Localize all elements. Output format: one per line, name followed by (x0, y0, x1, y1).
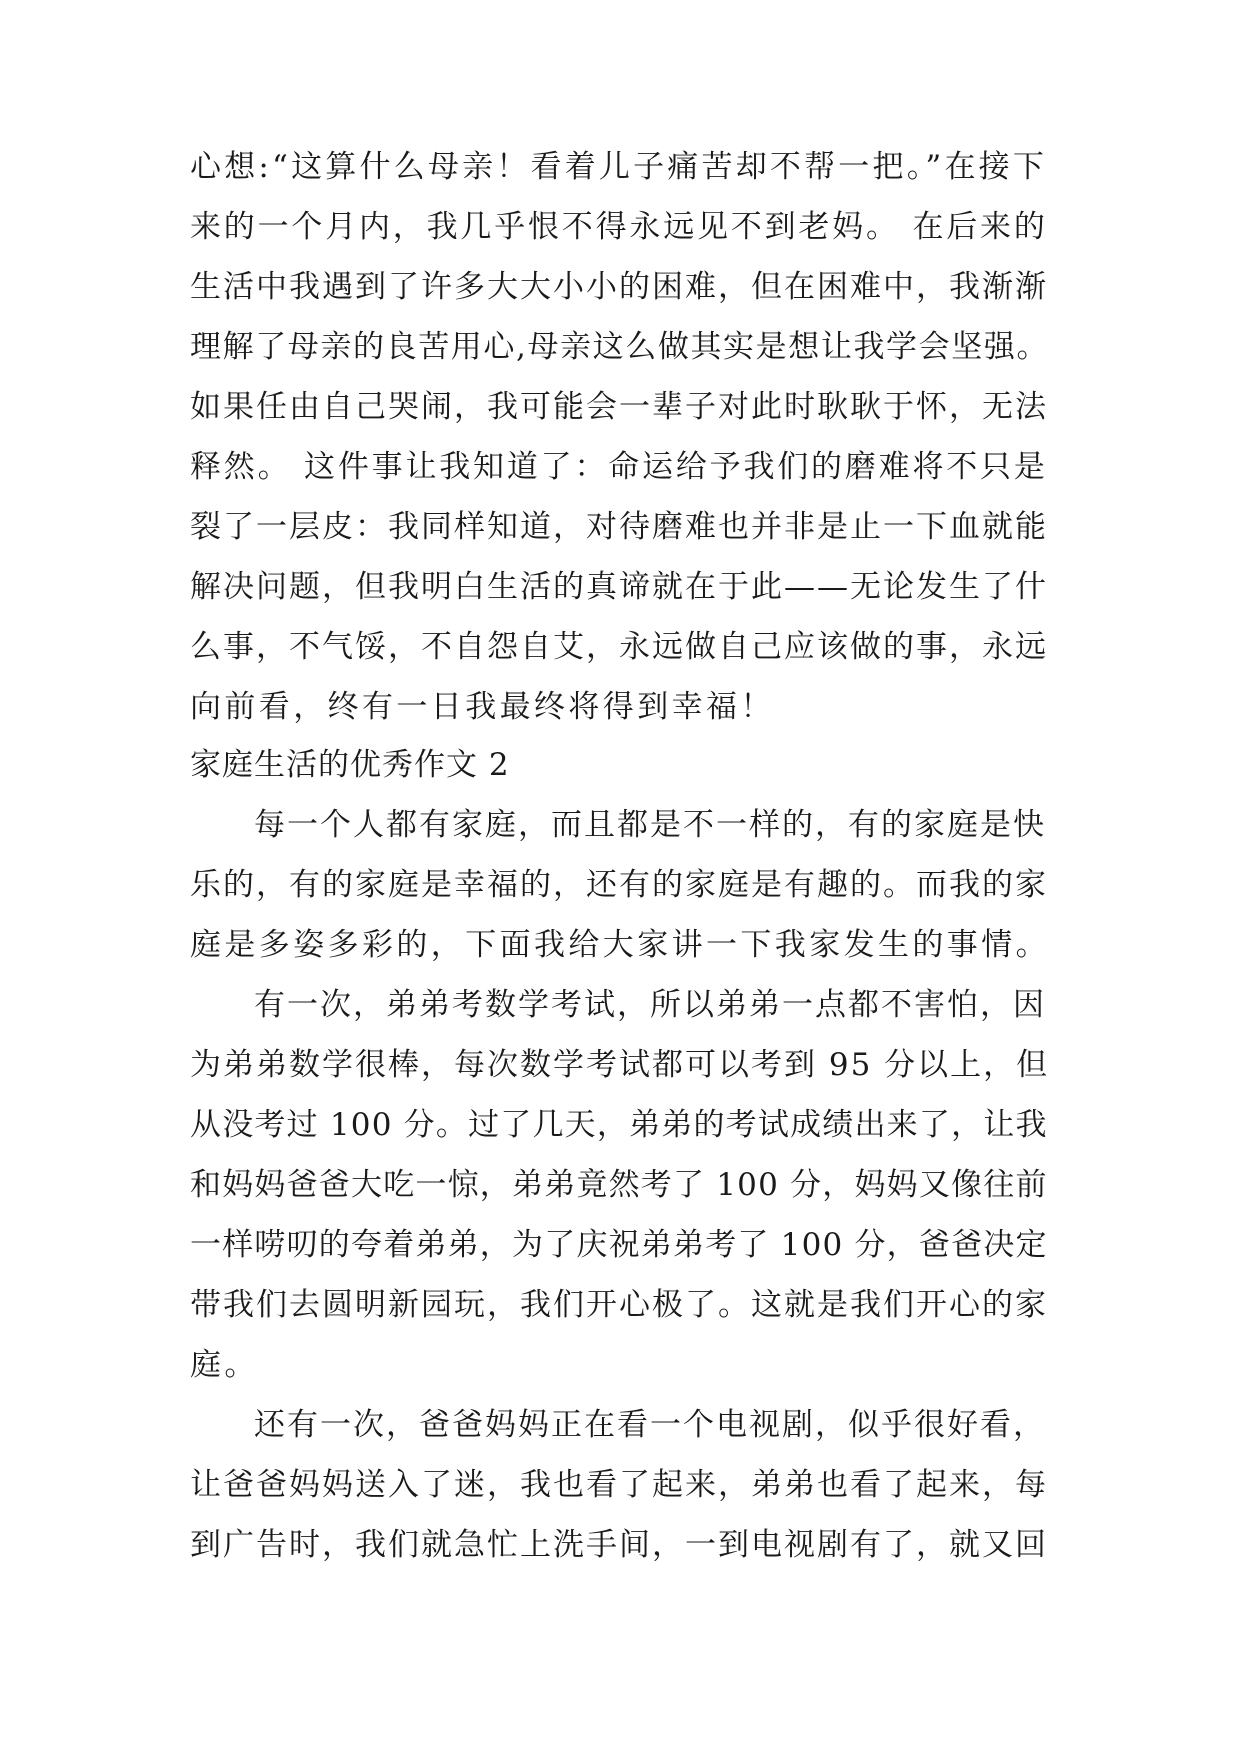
text-line: 庭。 (190, 1347, 259, 1383)
section-title: 家庭生活的优秀作文 2 (190, 747, 510, 783)
text-line: 为弟弟数学很棒，每次数学考试都可以考到 95 分以上，但 (190, 1047, 1050, 1083)
text-line: 裂了一层皮：我同样知道，对待磨难也并非是止一下血就能 (190, 509, 1048, 545)
text-line: 解决问题，但我明白生活的真谛就在于此——无论发生了什 (190, 569, 1048, 605)
text-line: 到广告时，我们就急忙上洗手间，一到电视剧有了，就又回 (190, 1527, 1048, 1563)
text-line: 和妈妈爸爸大吃一惊，弟弟竟然考了 100 分，妈妈又像往前 (190, 1167, 1048, 1203)
text-line: 乐的，有的家庭是幸福的，还有的家庭是有趣的。而我的家 (190, 867, 1048, 903)
text-line: 么事，不气馁，不自怨自艾，永远做自己应该做的事，永远 (190, 629, 1048, 665)
text-line: 还有一次，爸爸妈妈正在看一个电视剧，似乎很好看， (254, 1407, 1046, 1443)
text-line: 让爸爸妈妈送入了迷，我也看了起来，弟弟也看了起来，每 (190, 1467, 1048, 1503)
text-line: 心想:“这算什么母亲！看着儿子痛苦却不帮一把。”在接下 (190, 149, 1048, 185)
text-line: 如果任由自己哭闹，我可能会一辈子对此时耿耿于怀，无法 (190, 389, 1048, 425)
text-line: 一样唠叨的夸着弟弟，为了庆祝弟弟考了 100 分，爸爸决定 (190, 1227, 1048, 1263)
text-line: 有一次，弟弟考数学考试，所以弟弟一点都不害怕，因 (254, 987, 1046, 1023)
text-line: 理解了母亲的良苦用心,母亲这么做其实是想让我学会坚强。 (190, 329, 1050, 365)
text-line: 从没考过 100 分。过了几天，弟弟的考试成绩出来了，让我 (190, 1107, 1048, 1143)
text-line: 每一个人都有家庭，而且都是不一样的，有的家庭是快 (254, 807, 1046, 843)
text-line: 生活中我遇到了许多大大小小的困难，但在困难中，我渐渐 (190, 269, 1048, 305)
text-line: 带我们去圆明新园玩，我们开心极了。这就是我们开心的家 (190, 1287, 1048, 1323)
text-line: 庭是多姿多彩的，下面我给大家讲一下我家发生的事情。 (190, 927, 1050, 963)
text-line: 向前看，终有一日我最终将得到幸福！ (190, 689, 775, 725)
text-line: 释然。 这件事让我知道了：命运给予我们的磨难将不只是 (190, 449, 1048, 485)
text-line: 来的一个月内，我几乎恨不得永远见不到老妈。 在后来的 (190, 209, 1048, 245)
